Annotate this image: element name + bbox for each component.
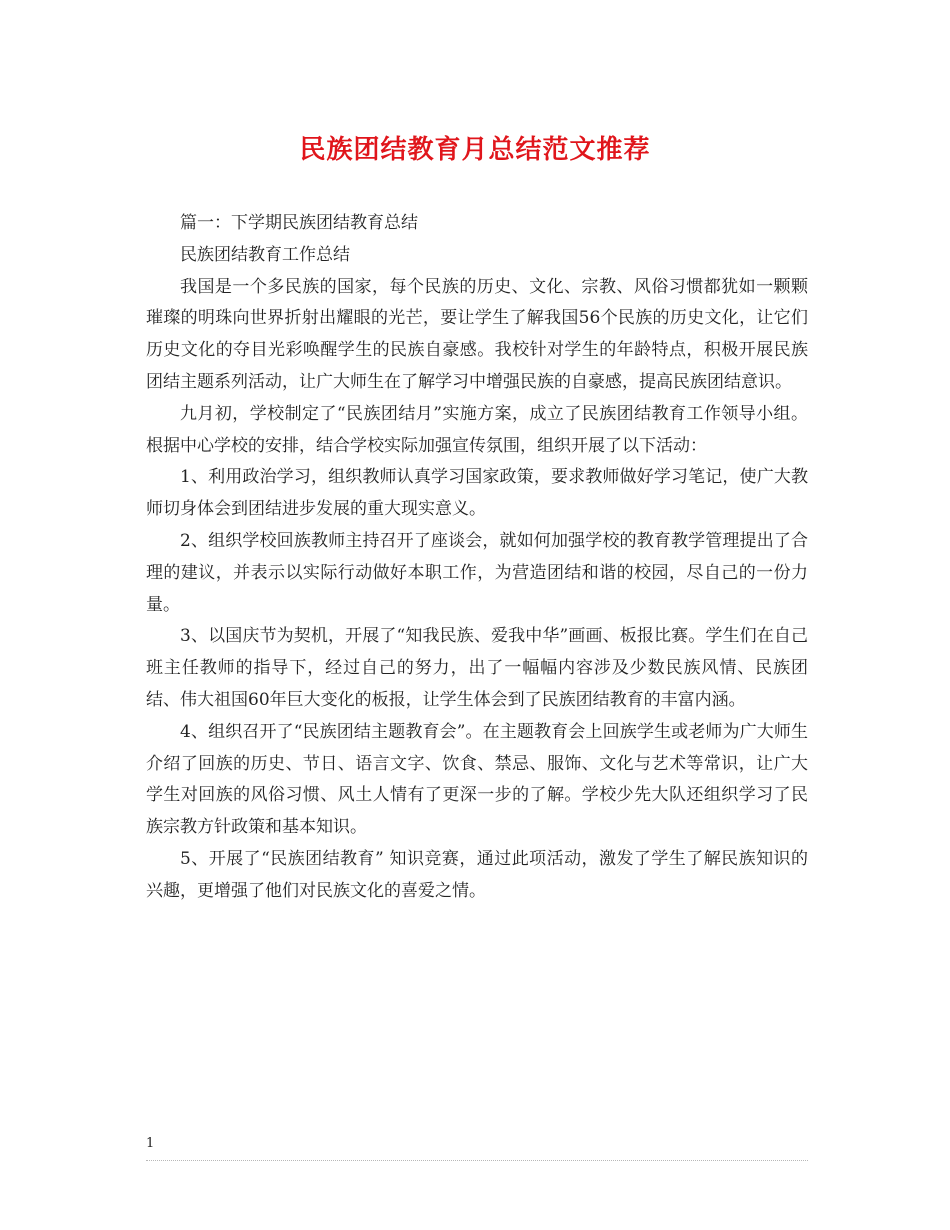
paragraph-intro: 我国是一个多民族的国家，每个民族的历史、文化、宗教、风俗习惯都犹如一颗颗璀璨的明珠向世界折射出耀眼的光芒，要让学生了解我国56个民族的历史文化，让它们历史文化的夺目光彩唤醒学生的民族自豪感。我校针对学生的年龄特点，积极开展民族团结主题系列活动，让广大师生在了解学习中增强民族的自豪感，提高民族团结意识。	[146, 276, 808, 392]
paragraph-plan: 九月初，学校制定了“民族团结月”实施方案，成立了民族团结教育工作领导小组。根据中心学校的安排，结合学校实际加强宣传氛围，组织开展了以下活动：	[146, 403, 808, 456]
list-item-2: 2、组织学校回族教师主持召开了座谈会，就如何加强学校的教育教学管理提出了合理的建议，并表示以实际行动做好本职工作，为营造团结和谐的校园，尽自己的一份力量。	[146, 530, 808, 615]
list-item-3: 3、以国庆节为契机，开展了“知我民族、爱我中华”画画、板报比赛。学生们在自己班主任教师的指导下，经过自己的努力，出了一幅幅内容涉及少数民族风情、民族团结、伟大祖国60年巨大变化的板报，让学生体会到了民族团结教育的丰富内涵。	[146, 626, 808, 710]
page-number: 1	[146, 1136, 155, 1151]
subsection-heading: 民族团结教育工作总结	[180, 244, 350, 265]
list-item-1: 1、利用政治学习，组织教师认真学习国家政策，要求教师做好学习笔记，使广大教师切身体会到团结进步发展的重大现实意义。	[146, 467, 808, 520]
list-item-4: 4、组织召开了“民族团结主题教育会”。在主题教育会上回族学生或老师为广大师生介绍了回族的历史、节日、语言文字、饮食、禁忌、服饰、文化与艺术等常识，让广大学生对回族的风俗习惯、风土人情有了更深一步的了解。学校少先大队还组织学习了民族宗教方针政策和基本知识。	[146, 721, 808, 838]
list-item-5: 5、开展了“民族团结教育” 知识竞赛，通过此项活动，激发了学生了解民族知识的兴趣，更增强了他们对民族文化的喜爱之情。	[146, 848, 808, 901]
section-heading: 篇一：下学期民族团结教育总结	[180, 213, 418, 233]
footer-divider	[146, 1160, 808, 1161]
document-title: 民族团结教育月总结范文推荐	[299, 135, 651, 165]
document-body	[146, 208, 808, 908]
